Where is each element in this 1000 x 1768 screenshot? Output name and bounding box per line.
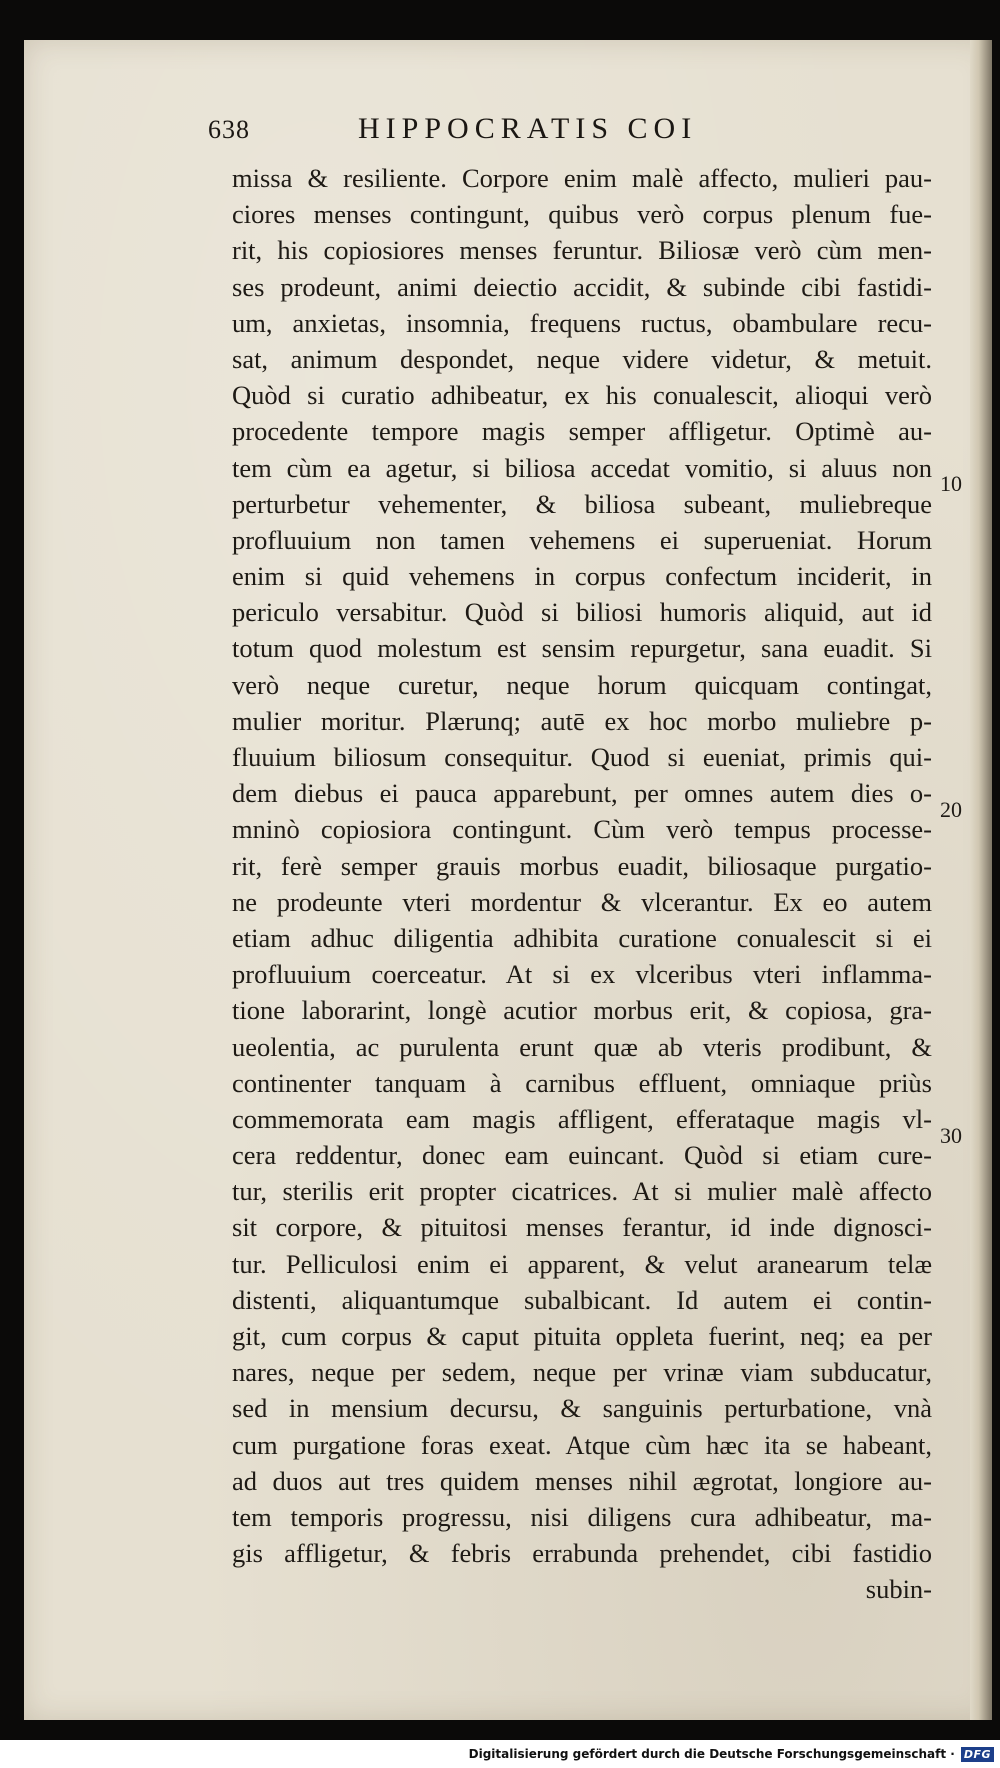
text-line: ad duos aut tres quidem menses nihil ægrotat, longiore au- <box>232 1465 932 1496</box>
text-line: cera reddentur, donec eam euincant. Quòd si etiam cure- <box>232 1140 932 1171</box>
text-line: profluuium non tamen vehemens ei superueniat. Horum <box>232 524 932 555</box>
text-line: rit, his copiosiores menses feruntur. Biliosæ verò cùm men- <box>232 235 932 266</box>
text-line: ciores menses contingunt, quibus verò corpus plenum fue- <box>232 199 932 230</box>
text-line: nares, neque per sedem, neque per vrinæ viam subducatur, <box>232 1357 932 1388</box>
text-line: commemorata eam magis affligent, efferataque magis vl- <box>232 1103 932 1134</box>
text-line: verò neque curetur, neque horum quicquam contingat, <box>232 669 932 700</box>
text-line: cum purgatione foras exeat. Atque cùm hæc ita se habeant, <box>232 1429 932 1460</box>
catchword: subin- <box>865 1574 932 1605</box>
margin-line-number: 30 <box>940 1123 962 1148</box>
text-line: procedente tempore magis semper affligetur. Optimè au- <box>232 416 932 447</box>
text-line: sit corpore, & pituitosi menses ferantur, id inde dignosci- <box>232 1212 932 1243</box>
text-line: gis affligetur, & febris errabunda prehendet, cibi fastidio <box>232 1538 932 1569</box>
text-line: continenter tanquam à carnibus effluent, omniaque priùs <box>232 1067 932 1098</box>
text-line: tem cùm ea agetur, si biliosa accedat vomitio, si aluus non <box>232 452 932 483</box>
page-edge <box>970 40 992 1720</box>
page-number: 638 <box>208 115 250 144</box>
text-line: mninò copiosiora contingunt. Cùm verò tempus processe- <box>232 814 932 845</box>
text-line: ueolentia, ac purulenta erunt quæ ab vteris prodibunt, & <box>232 1031 932 1062</box>
text-line: tione laborarint, longè acutior morbus erit, & copiosa, gra- <box>232 995 932 1026</box>
digitization-footer <box>0 1740 1000 1768</box>
text-line: etiam adhuc diligentia adhibita curatione conualescit si ei <box>232 922 932 953</box>
text-line: tur. Pelliculosi enim ei apparent, & velut aranearum telæ <box>232 1248 932 1279</box>
text-line: missa & resiliente. Corpore enim malè affecto, mulieri pau- <box>232 163 932 193</box>
text-line: dem diebus ei pauca apparebunt, per omnes autem dies o- <box>232 778 932 809</box>
text-line: tur, sterilis erit propter cicatrices. At si mulier malè affecto <box>232 1176 932 1207</box>
text-line: rit, ferè semper grauis morbus euadit, biliosaque purgatio- <box>232 850 932 881</box>
margin-line-number: 20 <box>940 797 962 822</box>
text-line: distenti, aliquantumque subalbicant. Id autem ei contin- <box>232 1284 932 1315</box>
page-title: HIPPOCRATIS COI <box>358 112 698 145</box>
running-head <box>208 112 808 152</box>
text-line: profluuium coerceatur. At si ex vlceribus vteri inflamma- <box>232 959 932 990</box>
text-line: periculo versabitur. Quòd si biliosi humoris aliquid, aut id <box>232 597 932 628</box>
text-line: enim si quid vehemens in corpus confectum inciderit, in <box>232 561 932 592</box>
text-line: mulier moritur. Plærunq; autē ex hoc morbo muliebre p- <box>232 705 932 736</box>
text-line: tem temporis progressu, nisi diligens cura adhibeatur, ma- <box>232 1501 932 1532</box>
text-line: sat, animum despondet, neque videre videtur, & metuit. <box>232 343 932 374</box>
margin-line-number: 10 <box>940 471 962 496</box>
text-line: git, cum corpus & caput pituita oppleta fuerint, neq; ea per <box>232 1321 932 1351</box>
text-block <box>232 160 932 1608</box>
text-line: sed in mensium decursu, & sanguinis perturbatione, vnà <box>232 1393 932 1424</box>
text-line: totum quod molestum est sensim repurgetur, sana euadit. Si <box>232 633 932 664</box>
text-line: fluuium biliosum consequitur. Quod si eueniat, primis qui- <box>232 742 932 772</box>
text-line: ne prodeunte vteri mordentur & vlcerantur. Ex eo autem <box>232 886 932 917</box>
text-line: perturbetur vehementer, & biliosa subeant, muliebreque <box>232 488 932 519</box>
text-line: ses prodeunt, animi deiectio accidit, & subinde cibi fastidi- <box>232 271 932 302</box>
text-line: um, anxietas, insomnia, frequens ructus, obambulare recu- <box>232 307 932 338</box>
dfg-logo: DFG <box>961 1747 994 1762</box>
text-line: Quòd si curatio adhibeatur, ex his conualescit, alioqui verò <box>232 380 932 411</box>
footer-credit: Digitalisierung gefördert durch die Deutsche Forschungsgemeinschaft · <box>468 1747 955 1761</box>
